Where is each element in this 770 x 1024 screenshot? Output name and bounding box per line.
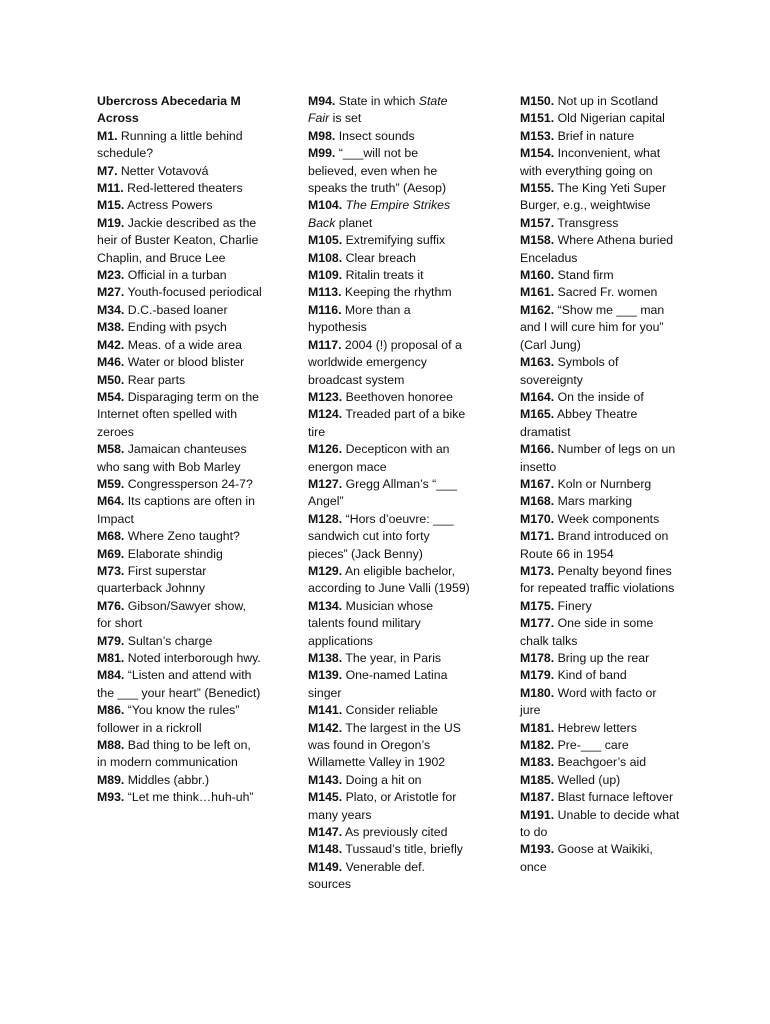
clue-entry [520,650,680,667]
clue-number: M141. [308,703,343,718]
clue-entry [97,215,262,267]
clue-entry [308,650,470,667]
clue-number: M42. [97,337,125,352]
clue-entry [520,563,680,598]
clue-text: Koln or Nurnberg [557,476,652,491]
clue-number: M162. [520,302,555,317]
clue-number: M138. [308,651,343,665]
clue-number: M113. [308,285,342,300]
clue-entry [520,841,680,876]
clue-number: M116. [308,302,342,317]
clue-entry [97,389,262,441]
clue-text: “You know the rules” follower in a rickroll [97,703,240,735]
clue-number: M58. [97,442,125,457]
clue-entry [520,267,680,284]
clue-text-tail: planet [335,215,373,230]
clue-entry [308,720,470,772]
clue-column-3 [520,93,680,876]
clue-entry [97,598,262,633]
clue-entry [97,772,262,789]
clue-text: On the inside of [557,389,644,404]
clue-entry [308,598,470,650]
clue-entry [308,476,470,511]
clue-entry [97,372,262,389]
clue-entry [520,667,680,684]
clue-text: Sacred Fr. women [557,285,658,300]
clue-entry [520,615,680,650]
clue-text: Gregg Allman’s “___ Angel” [308,476,457,509]
clue-entry [97,128,262,163]
clue-entry [520,145,680,180]
clue-text: Decepticon with an energon mace [308,442,450,474]
clue-text: Tussaud’s title, briefly [345,842,463,857]
clue-entry [97,667,262,702]
clue-text: State in which [338,94,419,108]
clue-entry [520,511,680,528]
clue-entry [97,163,262,180]
clue-number: M34. [97,302,125,317]
clue-number: M177. [520,616,555,631]
clue-number: M158. [520,233,555,248]
clue-number: M124. [308,407,343,422]
clue-number: M129. [308,563,343,578]
clue-entry [520,389,680,406]
clue-text-italic: State Fair [308,94,448,126]
clue-number: M98. [308,128,336,143]
clue-entry [520,789,680,806]
clue-number: M187. [520,790,555,805]
clue-number: M142. [308,720,343,735]
clue-text: Bring up the rear [557,651,650,665]
clue-entry [520,493,680,510]
clue-text: Inconvenient, what with everything going on [520,146,661,178]
clue-text: 2004 (!) proposal of a worldwide emergency broadcast system [308,337,462,387]
clue-number: M181. [520,720,555,735]
clue-text: Welled (up) [557,772,621,787]
clue-text: Ending with psych [127,320,227,335]
clue-text: Unable to decide what to do [520,807,680,840]
clue-text: Congressperson 24-7? [127,476,253,491]
clue-number: M171. [520,529,555,544]
clue-text: Elaborate shindig [127,546,223,561]
clue-entry [97,284,262,301]
clue-text: Water or blood blister [127,355,245,370]
clue-text: As previously cited [344,825,448,840]
clue-entry [308,702,470,719]
clue-number: M117. [308,337,342,352]
clue-number: M149. [308,859,343,874]
clue-entry [308,511,470,563]
clue-text: Middles (abbr.) [127,772,210,787]
clue-number: M165. [520,407,555,422]
clue-number: M19. [97,215,125,230]
clue-entry [308,337,470,389]
clue-entry [308,250,470,267]
clue-list-1 [97,128,262,807]
clue-entry [308,841,470,858]
clue-number: M180. [520,685,555,700]
clue-number: M38. [97,320,125,335]
clue-entry [308,145,470,197]
clue-entry [308,284,470,301]
clue-text: Disparaging term on the Internet often spelled with zeroes [97,389,260,439]
clue-number: M170. [520,511,555,526]
clue-number: M50. [97,372,125,387]
clue-entry [520,476,680,493]
clue-text: Not up in Scotland [557,94,659,108]
clue-entry [520,354,680,389]
clue-entry [520,720,680,737]
clue-entry [308,128,470,145]
clue-text: Insect sounds [338,128,415,143]
clue-text: Running a little behind schedule? [97,128,243,161]
clue-text: Week components [557,511,660,526]
clue-number: M183. [520,755,555,770]
clue-number: M94. [308,94,336,108]
clue-entry [520,93,680,110]
clue-entry [308,406,470,441]
clue-text: “Show me ___ man and I will cure him for you” (Carl Jung) [520,302,665,352]
clue-number: M157. [520,215,555,230]
clue-number: M81. [97,651,125,665]
clue-text: Sultan’s charge [127,633,213,648]
clue-number: M167. [520,476,555,491]
clue-number: M178. [520,651,555,665]
clue-text: Ritalin treats it [345,268,424,283]
clue-column-1 [97,93,262,807]
clue-entry [520,772,680,789]
clue-text: Blast furnace leftover [557,790,674,805]
clue-entry [520,232,680,267]
clue-entry [520,807,680,842]
clue-text: Hebrew letters [557,720,637,735]
clue-number: M147. [308,825,343,840]
puzzle-title: Ubercross Abecedaria M [97,94,241,108]
clue-entry [308,389,470,406]
clue-text: Stand firm [557,268,614,283]
clue-number: M148. [308,842,343,857]
clue-entry [520,754,680,771]
clue-entry [308,267,470,284]
clue-number: M193. [520,842,555,857]
clue-entry [308,859,470,894]
clue-entry [520,302,680,354]
clue-number: M191. [520,807,555,822]
clue-text: “___will not be believed, even when he speaks the truth” (Aesop) [308,146,447,196]
clue-text: Its captions are often in Impact [97,494,255,526]
clue-number: M76. [97,598,125,613]
direction-heading: Across [97,111,139,126]
clue-number: M86. [97,703,125,718]
clue-text: The year, in Paris [345,651,442,665]
clue-number: M154. [520,146,555,161]
clue-text: Official in a turban [127,268,227,283]
clue-number: M69. [97,546,125,561]
clue-text: Noted interborough hwy. [127,651,261,665]
clue-text: Red-lettered theaters [127,181,243,196]
clue-number: M164. [520,389,555,404]
clue-text: Finery [557,598,592,613]
clue-number: M73. [97,563,125,578]
clue-number: M64. [97,494,125,509]
clue-text: One side in some chalk talks [520,616,654,648]
clue-text: Consider reliable [345,703,438,718]
clue-entry [308,441,470,476]
clue-text: Plato, or Aristotle for many years [308,790,457,822]
clue-text: Abbey Theatre dramatist [520,407,638,439]
clue-number: M143. [308,772,343,787]
clue-entry [97,337,262,354]
clue-entry [97,493,262,528]
clue-number: M99. [308,146,336,161]
clue-number: M155. [520,181,555,196]
clue-text: Transgress [557,215,619,230]
clue-text: Doing a hit on [345,772,422,787]
clue-text: Gibson/Sawyer show, for short [97,598,247,631]
clue-list-2 [308,93,470,894]
clue-entry [97,441,262,476]
clue-number: M123. [308,389,343,404]
clue-column-2 [308,93,470,894]
clue-text: Brand introduced on Route 66 in 1954 [520,529,669,561]
clue-entry [308,232,470,249]
clue-text: Where Zeno taught? [127,529,240,544]
clue-text: Clear breach [345,250,417,265]
clue-text: Penalty beyond fines for repeated traffic violations [520,563,675,596]
clue-text: D.C.-based loaner [127,302,228,317]
clue-number: M139. [308,668,343,683]
clue-number: M179. [520,668,555,683]
clue-number: M15. [97,198,125,213]
clue-entry [97,319,262,336]
clue-number: M23. [97,268,125,283]
clue-number: M150. [520,94,555,108]
clue-number: M79. [97,633,125,648]
clue-text: Where Athena buried Enceladus [520,233,674,265]
clue-text: Jackie described as the heir of Buster Keaton, Charlie Chaplin, and Bruce Lee [97,215,259,265]
clue-text: Old Nigerian capital [557,111,665,126]
clue-number: M104. [308,198,343,213]
clue-text: Number of legs on un insetto [520,442,676,474]
clue-number: M93. [97,790,125,805]
clue-text: One-named Latina singer [308,668,448,700]
clue-entry [308,772,470,789]
clue-entry [97,789,262,806]
clue-text: Mars marking [557,494,633,509]
clue-entry [97,354,262,371]
clue-number: M185. [520,772,555,787]
clue-number: M109. [308,268,343,283]
clue-text-italic: The Empire Strikes Back [308,198,451,230]
clue-number: M127. [308,476,343,491]
clue-entry [97,267,262,284]
clue-number: M173. [520,563,555,578]
clue-entry [520,737,680,754]
clue-text: Goose at Waikiki, once [520,842,653,874]
clue-entry [308,93,470,128]
clue-text: Word with facto or jure [520,685,657,718]
clue-text: Jamaican chanteuses who sang with Bob Marley [97,442,247,474]
clue-entry [97,197,262,214]
clue-entry [97,737,262,772]
clue-number: M128. [308,511,343,526]
clue-number: M153. [520,128,555,143]
clue-list-3 [520,93,680,876]
clue-entry [97,650,262,667]
clue-entry [97,563,262,598]
clue-entry [520,441,680,476]
clue-number: M134. [308,598,343,613]
clue-text: “Listen and attend with the ___ your heart” (Benedict) [97,668,261,700]
clue-number: M161. [520,285,555,300]
clue-entry [308,667,470,702]
clue-number: M126. [308,442,343,457]
clue-number: M54. [97,389,125,404]
clue-number: M163. [520,355,555,370]
clue-text: Youth-focused periodical [127,285,262,300]
clue-entry [520,685,680,720]
clue-number: M59. [97,476,125,491]
clue-entry [97,633,262,650]
clue-number: M175. [520,598,555,613]
clue-text: Symbols of sovereignty [520,355,619,387]
clue-text: Actress Powers [127,198,213,213]
clue-number: M166. [520,442,555,457]
clue-number: M182. [520,738,555,753]
clue-number: M27. [97,285,125,300]
clue-entry [520,528,680,563]
clue-number: M168. [520,494,555,509]
clue-text: An eligible bachelor, according to June Valli (1959) [308,563,470,596]
clue-number: M105. [308,233,343,248]
clue-entry [308,197,470,232]
clue-text: Musician whose talents found military applications [308,598,434,648]
clue-entry [520,598,680,615]
clue-text: “Hors d’oeuvre: ___ sandwich cut into forty pieces” (Jack Benny) [308,511,454,561]
clue-entry [97,702,262,737]
clue-number: M7. [97,163,118,178]
clue-number: M11. [97,181,124,196]
clue-text: Rear parts [127,372,186,387]
clue-text: Venerable def. sources [308,859,425,892]
clue-text: Treaded part of a bike tire [308,407,466,439]
clue-number: M151. [520,111,555,126]
clue-entry [520,406,680,441]
clue-text: Bad thing to be left on, in modern communication [97,738,251,770]
clue-text: The largest in the US was found in Oregon’s Willamette Valley in 1902 [308,720,461,770]
clue-number: M84. [97,668,125,683]
clue-text: Meas. of a wide area [127,337,242,352]
clue-entry [308,789,470,824]
clue-entry [97,546,262,563]
clue-entry [520,128,680,145]
clue-text: “Let me think…huh-uh” [127,790,254,805]
clue-number: M46. [97,355,125,370]
clue-entry [308,824,470,841]
clue-text: Kind of band [557,668,627,683]
clue-entry [97,302,262,319]
clue-text: Brief in nature [557,128,635,143]
clue-number: M108. [308,250,343,265]
clue-entry [520,284,680,301]
clue-number: M68. [97,529,125,544]
clue-text: Extremifying suffix [345,233,446,248]
clue-number: M89. [97,772,125,787]
clue-text: The King Yeti Super Burger, e.g., weightwise [520,181,667,213]
clue-entry [520,180,680,215]
clue-entry [97,528,262,545]
clue-entry [520,110,680,127]
clue-text: Beethoven honoree [345,389,453,404]
clue-number: M88. [97,738,125,753]
clue-entry [97,180,262,197]
clue-text: More than a hypothesis [308,302,411,335]
clue-entry [308,302,470,337]
clue-number: M145. [308,790,343,805]
clue-number: M160. [520,268,555,283]
clue-text: Keeping the rhythm [344,285,452,300]
clue-entry [308,563,470,598]
clue-text: First superstar quarterback Johnny [97,563,207,596]
clue-entry [520,215,680,232]
clue-text-tail: is set [329,111,362,126]
clue-number: M1. [97,128,118,143]
clue-entry [97,476,262,493]
clue-text: Netter Votavová [120,163,209,178]
clue-text: Pre-___ care [557,738,629,753]
clue-text: Beachgoer’s aid [557,755,647,770]
